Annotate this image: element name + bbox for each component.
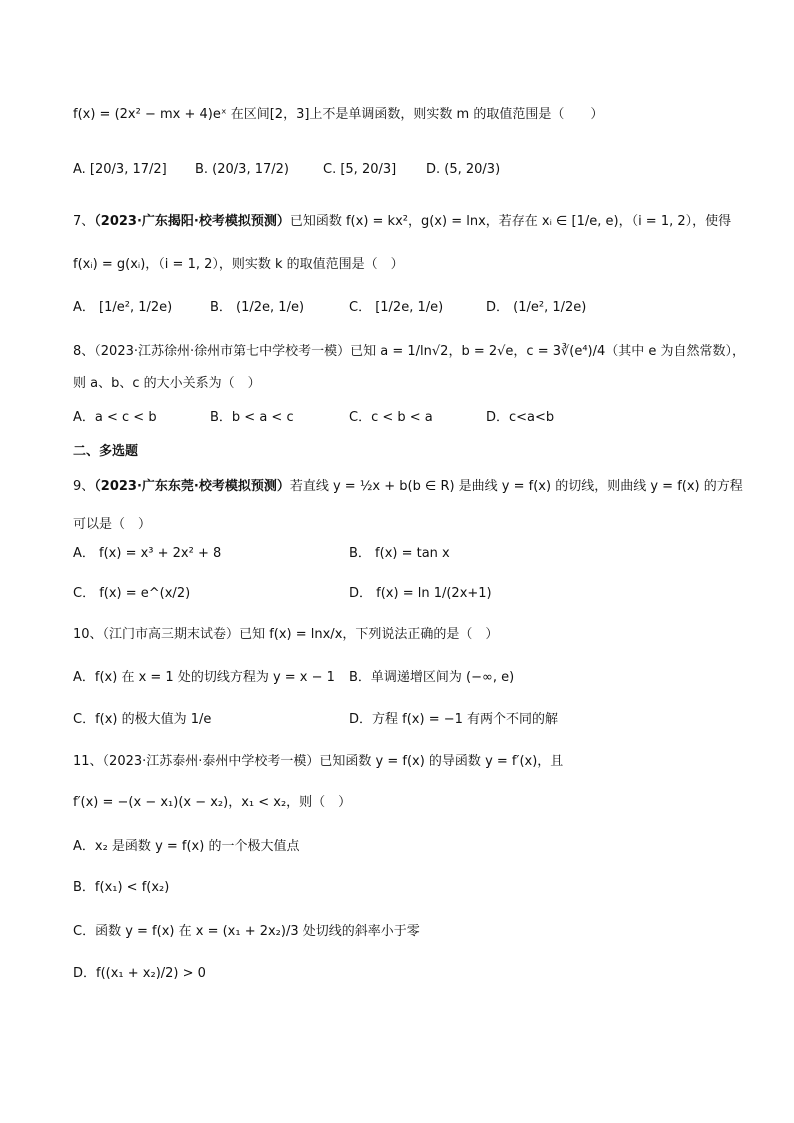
q11-stem-text: 已知函数 y = f(x) 的导函数 y = f′(x)，且 (319, 754, 564, 769)
q8-stem-text: 已知 a = 1/ln√2，b = 2√e，c = 3∛(e⁴)/4（其中 e 为自然常数）， (350, 344, 746, 359)
q9-stem-line2: 可以是（ ） (73, 517, 152, 532)
q9-option-c: C． f(x) = e^(x/2) (73, 586, 191, 601)
q10-option-d: D．方程 f(x) = −1 有两个不同的解 (349, 712, 559, 727)
q10-stem-text: 已知 f(x) = lnx/x，下列说法正确的是（ ） (239, 627, 499, 642)
q10-number: 10、 (73, 627, 103, 642)
q6-option-a: A. [20/3, 17/2] (73, 162, 167, 177)
q8-number: 8、 (73, 344, 95, 359)
q8-option-a: A．a < c < b (73, 410, 157, 425)
q8-source: （2023·江苏徐州·徐州市第七中学校考一模） (94, 344, 351, 359)
q7-option-c: C． [1/2e, 1/e) (349, 300, 444, 315)
q6-option-b: B. (20/3, 17/2) (195, 162, 289, 177)
q10-option-a: A．f(x) 在 x = 1 处的切线方程为 y = x − 1 (73, 670, 335, 685)
q8-option-d: D．c<a<b (486, 410, 555, 425)
q11-source: （2023·江苏泰州·泰州中学校考一模） (102, 754, 320, 769)
q9-stem-line1 (73, 477, 743, 497)
q8-option-c: C．c < b < a (349, 410, 433, 425)
q7-option-d: D． (1/e², 1/2e) (486, 300, 587, 315)
q11-option-a: A．x₂ 是函数 y = f(x) 的一个极大值点 (73, 839, 300, 854)
q10-stem (73, 625, 498, 645)
q9-number: 9、 (73, 479, 95, 494)
q10-option-b: B．单调递增区间为 (−∞, e) (349, 670, 515, 685)
q11-stem-line1 (73, 752, 563, 772)
q9-option-d: D． f(x) = ln 1/(2x+1) (349, 586, 492, 601)
q7-option-b: B． (1/2e, 1/e) (210, 300, 305, 315)
q6-option-d: D. (5, 20/3) (426, 162, 501, 177)
q7-stem-line2: f(xᵢ) = g(xᵢ)，（i = 1, 2），则实数 k 的取值范围是（ ） (73, 257, 404, 272)
section-heading-multiple-choice: 二、多选题 (73, 444, 139, 459)
q11-stem-line2: f′(x) = −(x − x₁)(x − x₂)，x₁ < x₂，则（ ） (73, 795, 352, 810)
q7-stem-text: 已知函数 f(x) = kx²，g(x) = lnx，若存在 xᵢ ∈ [1/e, e)，（i = 1, 2），使得 (289, 214, 732, 229)
q9-option-b: B． f(x) = tan x (349, 546, 450, 561)
q7-number: 7、 (73, 214, 95, 229)
q11-option-b: B．f(x₁) < f(x₂) (73, 880, 170, 895)
q8-stem-line2: 则 a、b、c 的大小关系为（ ） (73, 376, 261, 391)
q8-stem-line1 (73, 342, 745, 362)
q8-option-b: B．b < a < c (210, 410, 294, 425)
q9-source: （2023·广东东莞·校考模拟预测） (94, 479, 290, 494)
q7-stem-line1 (73, 212, 731, 232)
q7-option-a: A． [1/e², 1/2e) (73, 300, 173, 315)
q10-source: （江门市高三期末试卷） (102, 627, 240, 642)
q9-stem-text: 若直线 y = ½x + b(b ∈ R) 是曲线 y = f(x) 的切线，则曲线 y = f(x) 的方程 (289, 479, 743, 494)
q11-option-d: D．f((x₁ + x₂)/2) > 0 (73, 966, 206, 981)
q11-number: 11、 (73, 754, 103, 769)
q9-option-a: A． f(x) = x³ + 2x² + 8 (73, 546, 222, 561)
q6-option-c: C. [5, 20/3] (323, 162, 397, 177)
q10-option-c: C．f(x) 的极大值为 1/e (73, 712, 212, 727)
q6-stem: f(x) = (2x² − mx + 4)eˣ 在区间[2，3]上不是单调函数，则实数 m 的取值范围是（ ） (73, 107, 604, 122)
q11-option-c: C．函数 y = f(x) 在 x = (x₁ + 2x₂)/3 处切线的斜率小于零 (73, 924, 420, 939)
q7-source: （2023·广东揭阳·校考模拟预测） (94, 214, 290, 229)
